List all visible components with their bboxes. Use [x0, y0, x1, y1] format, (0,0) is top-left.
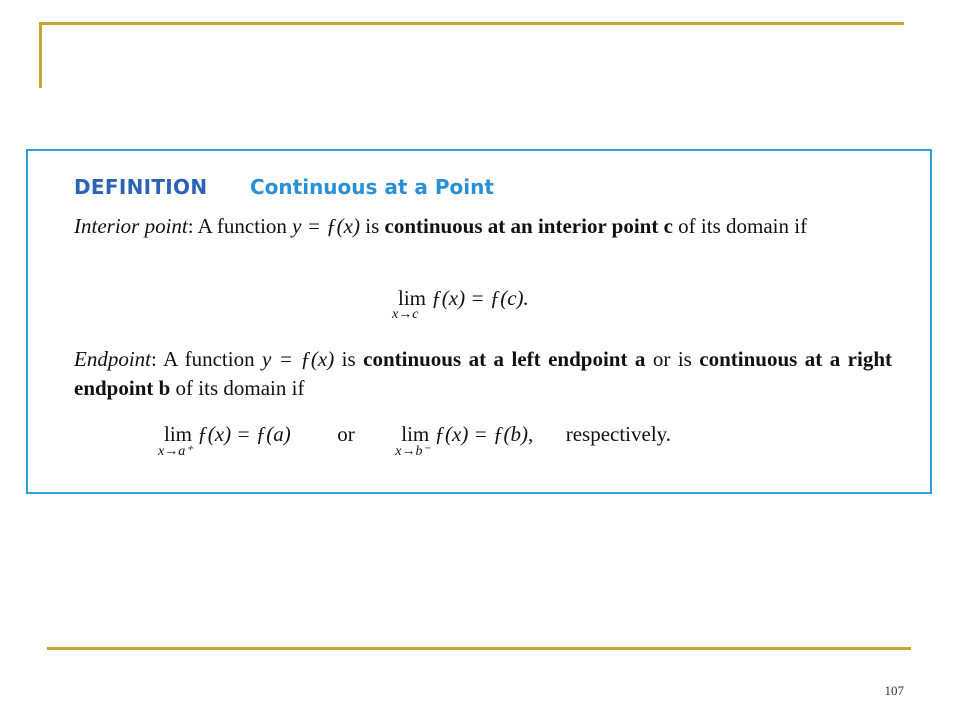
respectively-text: respectively.: [565, 422, 672, 446]
text-run: of its domain if: [170, 376, 305, 400]
right-endpoint-term: continuous at a right endpoint b: [74, 347, 892, 400]
left-decorative-line: [39, 22, 42, 88]
bottom-decorative-line: [47, 647, 911, 650]
lim-text: lim: [401, 422, 430, 446]
left-endpoint-term: continuous at a left endpoint a: [363, 347, 646, 371]
limit-expression-a: ƒ(x) = ƒ(a): [197, 422, 291, 446]
limit-operator-a: [158, 422, 193, 459]
limit-subscript: x→c: [392, 307, 419, 322]
top-decorative-line: [39, 22, 904, 25]
endpoint-paragraph: [74, 345, 892, 403]
interior-limit-formula: [392, 286, 529, 322]
limit-operator-b: [395, 422, 430, 459]
interior-point-label: Interior point: [74, 214, 188, 238]
endpoint-limit-formula: [158, 422, 672, 459]
limit-expression: ƒ(x) = ƒ(c).: [431, 286, 529, 310]
text-run: is: [334, 347, 364, 371]
definition-box: [26, 149, 932, 494]
or-text: or: [337, 422, 355, 446]
limit-subscript-a: x→a⁺: [158, 444, 193, 459]
lim-text: lim: [398, 286, 427, 310]
definition-keyword: DEFINITION: [74, 175, 208, 199]
function-equation: y = ƒ(x): [262, 347, 335, 371]
lim-text: lim: [164, 422, 193, 446]
page-number: 107: [884, 683, 904, 698]
text-run: is: [359, 214, 385, 238]
text-run: of its domain if: [672, 214, 808, 238]
text-run: : A function: [187, 214, 293, 238]
definition-header: [74, 175, 494, 199]
interior-point-paragraph: [74, 212, 892, 241]
interior-continuity-term: continuous at an interior point c: [384, 214, 673, 238]
limit-subscript-b: x→b⁻: [395, 444, 430, 459]
endpoint-label: Endpoint: [74, 347, 151, 371]
limit-expression-b: ƒ(x) = ƒ(b),: [434, 422, 534, 446]
text-run: or is: [645, 347, 700, 371]
definition-title: Continuous at a Point: [250, 175, 494, 199]
text-run: : A function: [151, 347, 263, 371]
limit-operator: [392, 286, 427, 322]
function-equation: y = ƒ(x): [292, 214, 360, 238]
